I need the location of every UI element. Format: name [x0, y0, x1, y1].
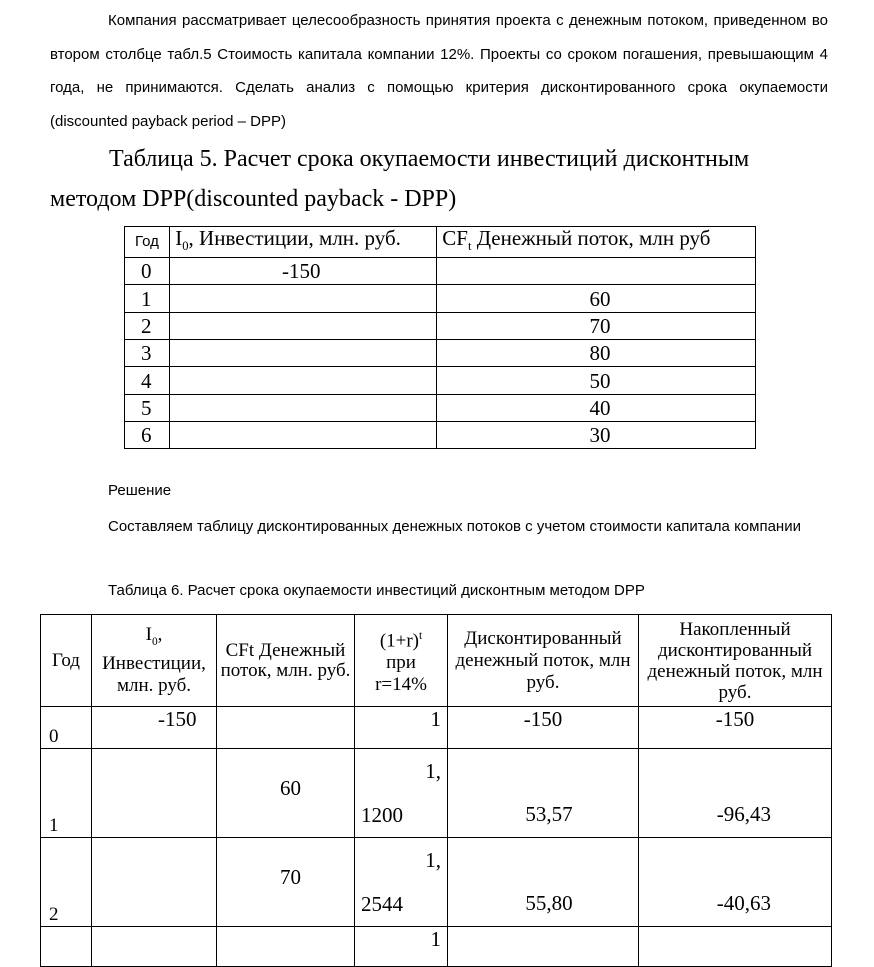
table6-header-row [41, 615, 832, 707]
table5-cell-year: 6 [125, 421, 170, 448]
table5-cell-cashflow: 40 [437, 394, 756, 421]
table5-header-cashflow: $CF_t$ Денежный поток, млн руб [437, 227, 756, 258]
table6-header-cashflow: CFt Денежный поток, млн. руб. [217, 615, 355, 707]
table6-cell-year: 0 [41, 707, 92, 749]
table5-cell-cashflow: 30 [437, 421, 756, 448]
table6-cell-year [41, 927, 92, 967]
table-row [125, 394, 756, 421]
table5-cell-year: 3 [125, 340, 170, 367]
table5-cell-year: 5 [125, 394, 170, 421]
table-row [125, 421, 756, 448]
table6-cell-cumulative: -40,63 [639, 838, 832, 927]
table5-cell-year: 0 [125, 258, 170, 285]
solution-paragraph: Составляем таблицу дисконтированных денежных потоков с учетом стоимости капитала компании [108, 518, 801, 535]
table5-cell-investment [170, 285, 437, 312]
table5-cell-year: 2 [125, 312, 170, 339]
table5 [124, 226, 756, 449]
table6-cell-cashflow [217, 927, 355, 967]
table-row [41, 838, 832, 927]
table-row [41, 749, 832, 838]
table6-cell-investment: -150 [92, 707, 217, 749]
table5-cell-investment [170, 394, 437, 421]
table5-cell-year: 4 [125, 367, 170, 394]
table6-cell-discounted: -150 [448, 707, 639, 749]
table5-cell-investment [170, 367, 437, 394]
table6-header-discounted: Дисконтированный денежный поток, млн руб. [448, 615, 639, 707]
table6-cell-cumulative [639, 927, 832, 967]
table6-cell-factor: 1 [355, 927, 448, 967]
table5-header-year: Год [125, 227, 170, 258]
table6 [40, 614, 832, 967]
table5-cell-cashflow [437, 258, 756, 285]
table5-cell-investment: -150 [170, 258, 437, 285]
table6-header-year: Год [41, 615, 92, 707]
table6-cell-factor: 1, 2544 [355, 838, 448, 927]
table-row [41, 927, 832, 967]
table6-cell-discounted [448, 927, 639, 967]
table6-cell-year: 1 [41, 749, 92, 838]
table6-cell-investment [92, 927, 217, 967]
table5-cell-investment [170, 340, 437, 367]
table5-header-row [125, 227, 756, 258]
table5-cell-cashflow: 80 [437, 340, 756, 367]
table-row [125, 340, 756, 367]
table6-cell-investment [92, 749, 217, 838]
table5-cell-cashflow: 60 [437, 285, 756, 312]
table6-cell-year: 2 [41, 838, 92, 927]
table6-cell-discounted: 55,80 [448, 838, 639, 927]
table5-cell-cashflow: 70 [437, 312, 756, 339]
table6-title: Таблица 6. Расчет срока окупаемости инвестиций дисконтным методом DPP [108, 582, 645, 599]
table6-header-investments: $I_0$, Инвестиции, млн. руб. [92, 615, 217, 707]
table6-cell-cumulative: -96,43 [639, 749, 832, 838]
table6-cell-cashflow: 60 [217, 749, 355, 838]
table5-cell-year: 1 [125, 285, 170, 312]
table5-title: Таблица 5. Расчет срока окупаемости инвестиций дисконтным методом DPP(discounted payback - DPP) [50, 146, 750, 212]
table6-cell-cashflow [217, 707, 355, 749]
table-row [125, 258, 756, 285]
table-row [41, 707, 832, 749]
table-row [125, 312, 756, 339]
table6-header-cumulative: Накопленный дисконтированный денежный поток, млн руб. [639, 615, 832, 707]
table6-header-factor: $(1+r)^t$ при r=14% [355, 615, 448, 707]
table6-cell-discounted: 53,57 [448, 749, 639, 838]
table-row [125, 367, 756, 394]
table5-cell-investment [170, 312, 437, 339]
table6-cell-investment [92, 838, 217, 927]
intro-paragraph: Компания рассматривает целесообразность принятия проекта с денежным потоком, приведенном во втором столбце табл.5 Стоимость капитала компании 12%. Проекты со сроком погашения, превышающим 4 года, не принимаются. Сделать анализ с помощью критерия дисконтированного срока окупаемости (discounted payback period – DPP) [50, 12, 828, 130]
table5-cell-cashflow: 50 [437, 367, 756, 394]
table5-cell-investment [170, 421, 437, 448]
table6-cell-cumulative: -150 [639, 707, 832, 749]
table6-cell-factor: 1, 1200 [355, 749, 448, 838]
table5-header-investments: $I_0$, Инвестиции, млн. руб. [170, 227, 437, 258]
solution-label: Решение [108, 482, 172, 499]
table6-cell-cashflow: 70 [217, 838, 355, 927]
table6-cell-factor: 1 [355, 707, 448, 749]
table-row [125, 285, 756, 312]
